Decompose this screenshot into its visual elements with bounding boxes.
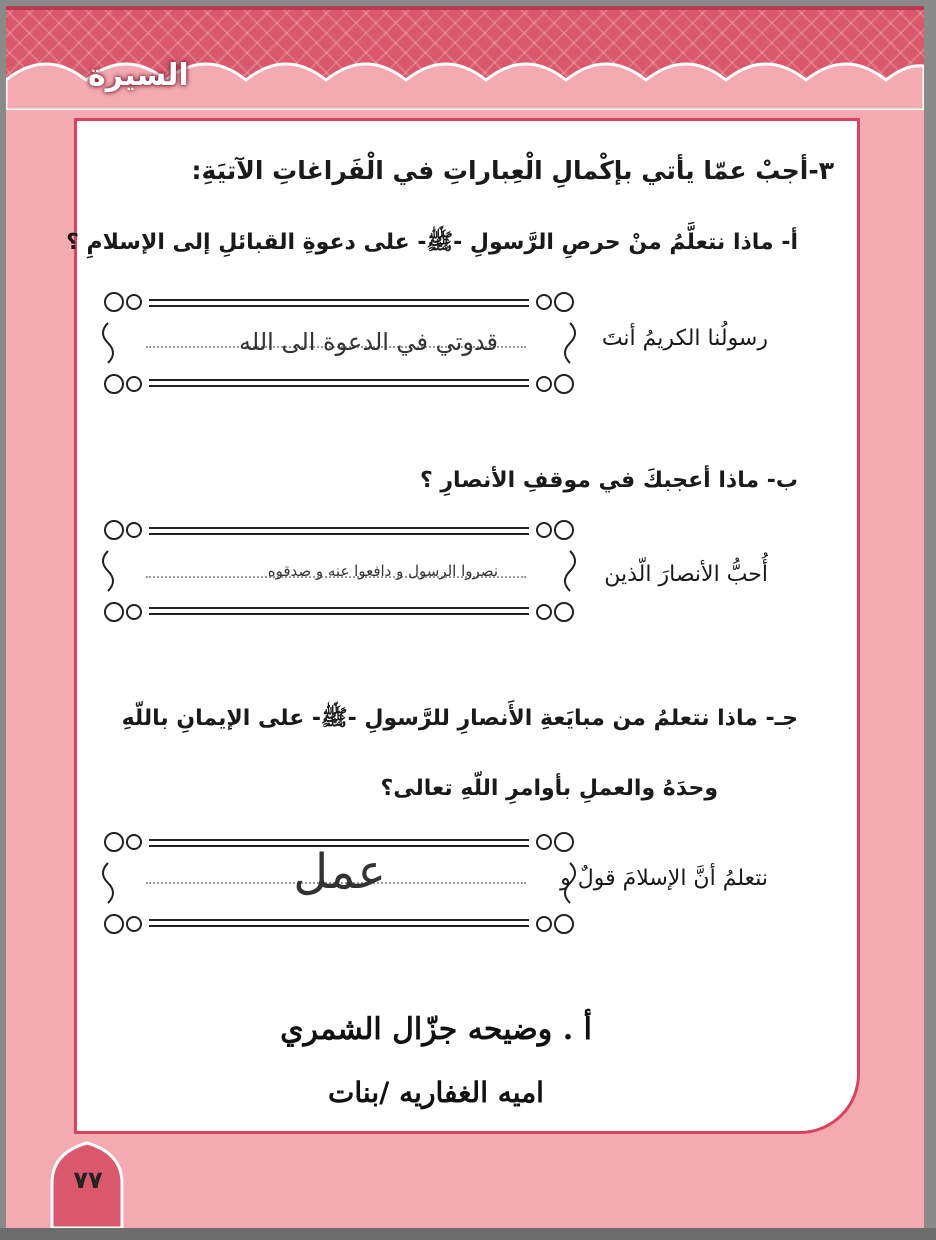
section-title: السيرة: [88, 58, 189, 93]
answer-b[interactable]: نصروا الرسول و دافعوا عنه و صدقوه: [267, 562, 498, 580]
lead-b: أُحبُّ الأنصارَ الّذين: [604, 562, 768, 587]
question-b-prompt: ب- ماذا أعجبكَ في موقفِ الأنصارِ ؟: [419, 468, 798, 493]
teacher-name: أ . وضيحه جزّال الشمري: [280, 1012, 592, 1047]
page-number: ٧٧: [73, 1166, 103, 1194]
question-c-prompt: جـ- ماذا نتعلمُ من مبايَعةِ الأَنصارِ للرَّسولِ -ﷺ- على الإيمانِ باللّهِ: [121, 706, 798, 731]
answer-c[interactable]: عمل: [293, 844, 386, 900]
question-c-prompt-line2: وحدَهُ والعملِ بأوامرِ اللّهِ تعالى؟: [380, 776, 718, 801]
lead-c: نتعلمُ أنَّ الإسلامَ قولٌ و: [560, 866, 768, 891]
worksheet-card: [74, 118, 860, 1134]
question-heading: ٣-أجبْ عمّا يأتي بإكْمالِ الْعِباراتِ في الْفَراغاتِ الآتيَةِ:: [191, 156, 834, 185]
lead-a: رسولُنا الكريمُ أنتَ: [601, 326, 768, 351]
workbook-page: [6, 6, 924, 1228]
question-a-prompt: أ- ماذا نتعلَّمُ منْ حرصِ الرَّسولِ -ﷺ- على دعوةِ القبائلِ إلى الإسلامِ ؟: [66, 230, 798, 255]
scan-bottom-edge: [0, 1228, 936, 1240]
school-name: اميه الغفاريه /بنات: [328, 1076, 544, 1109]
answer-a[interactable]: قدوتي في الدعوة الى الله: [239, 328, 498, 356]
